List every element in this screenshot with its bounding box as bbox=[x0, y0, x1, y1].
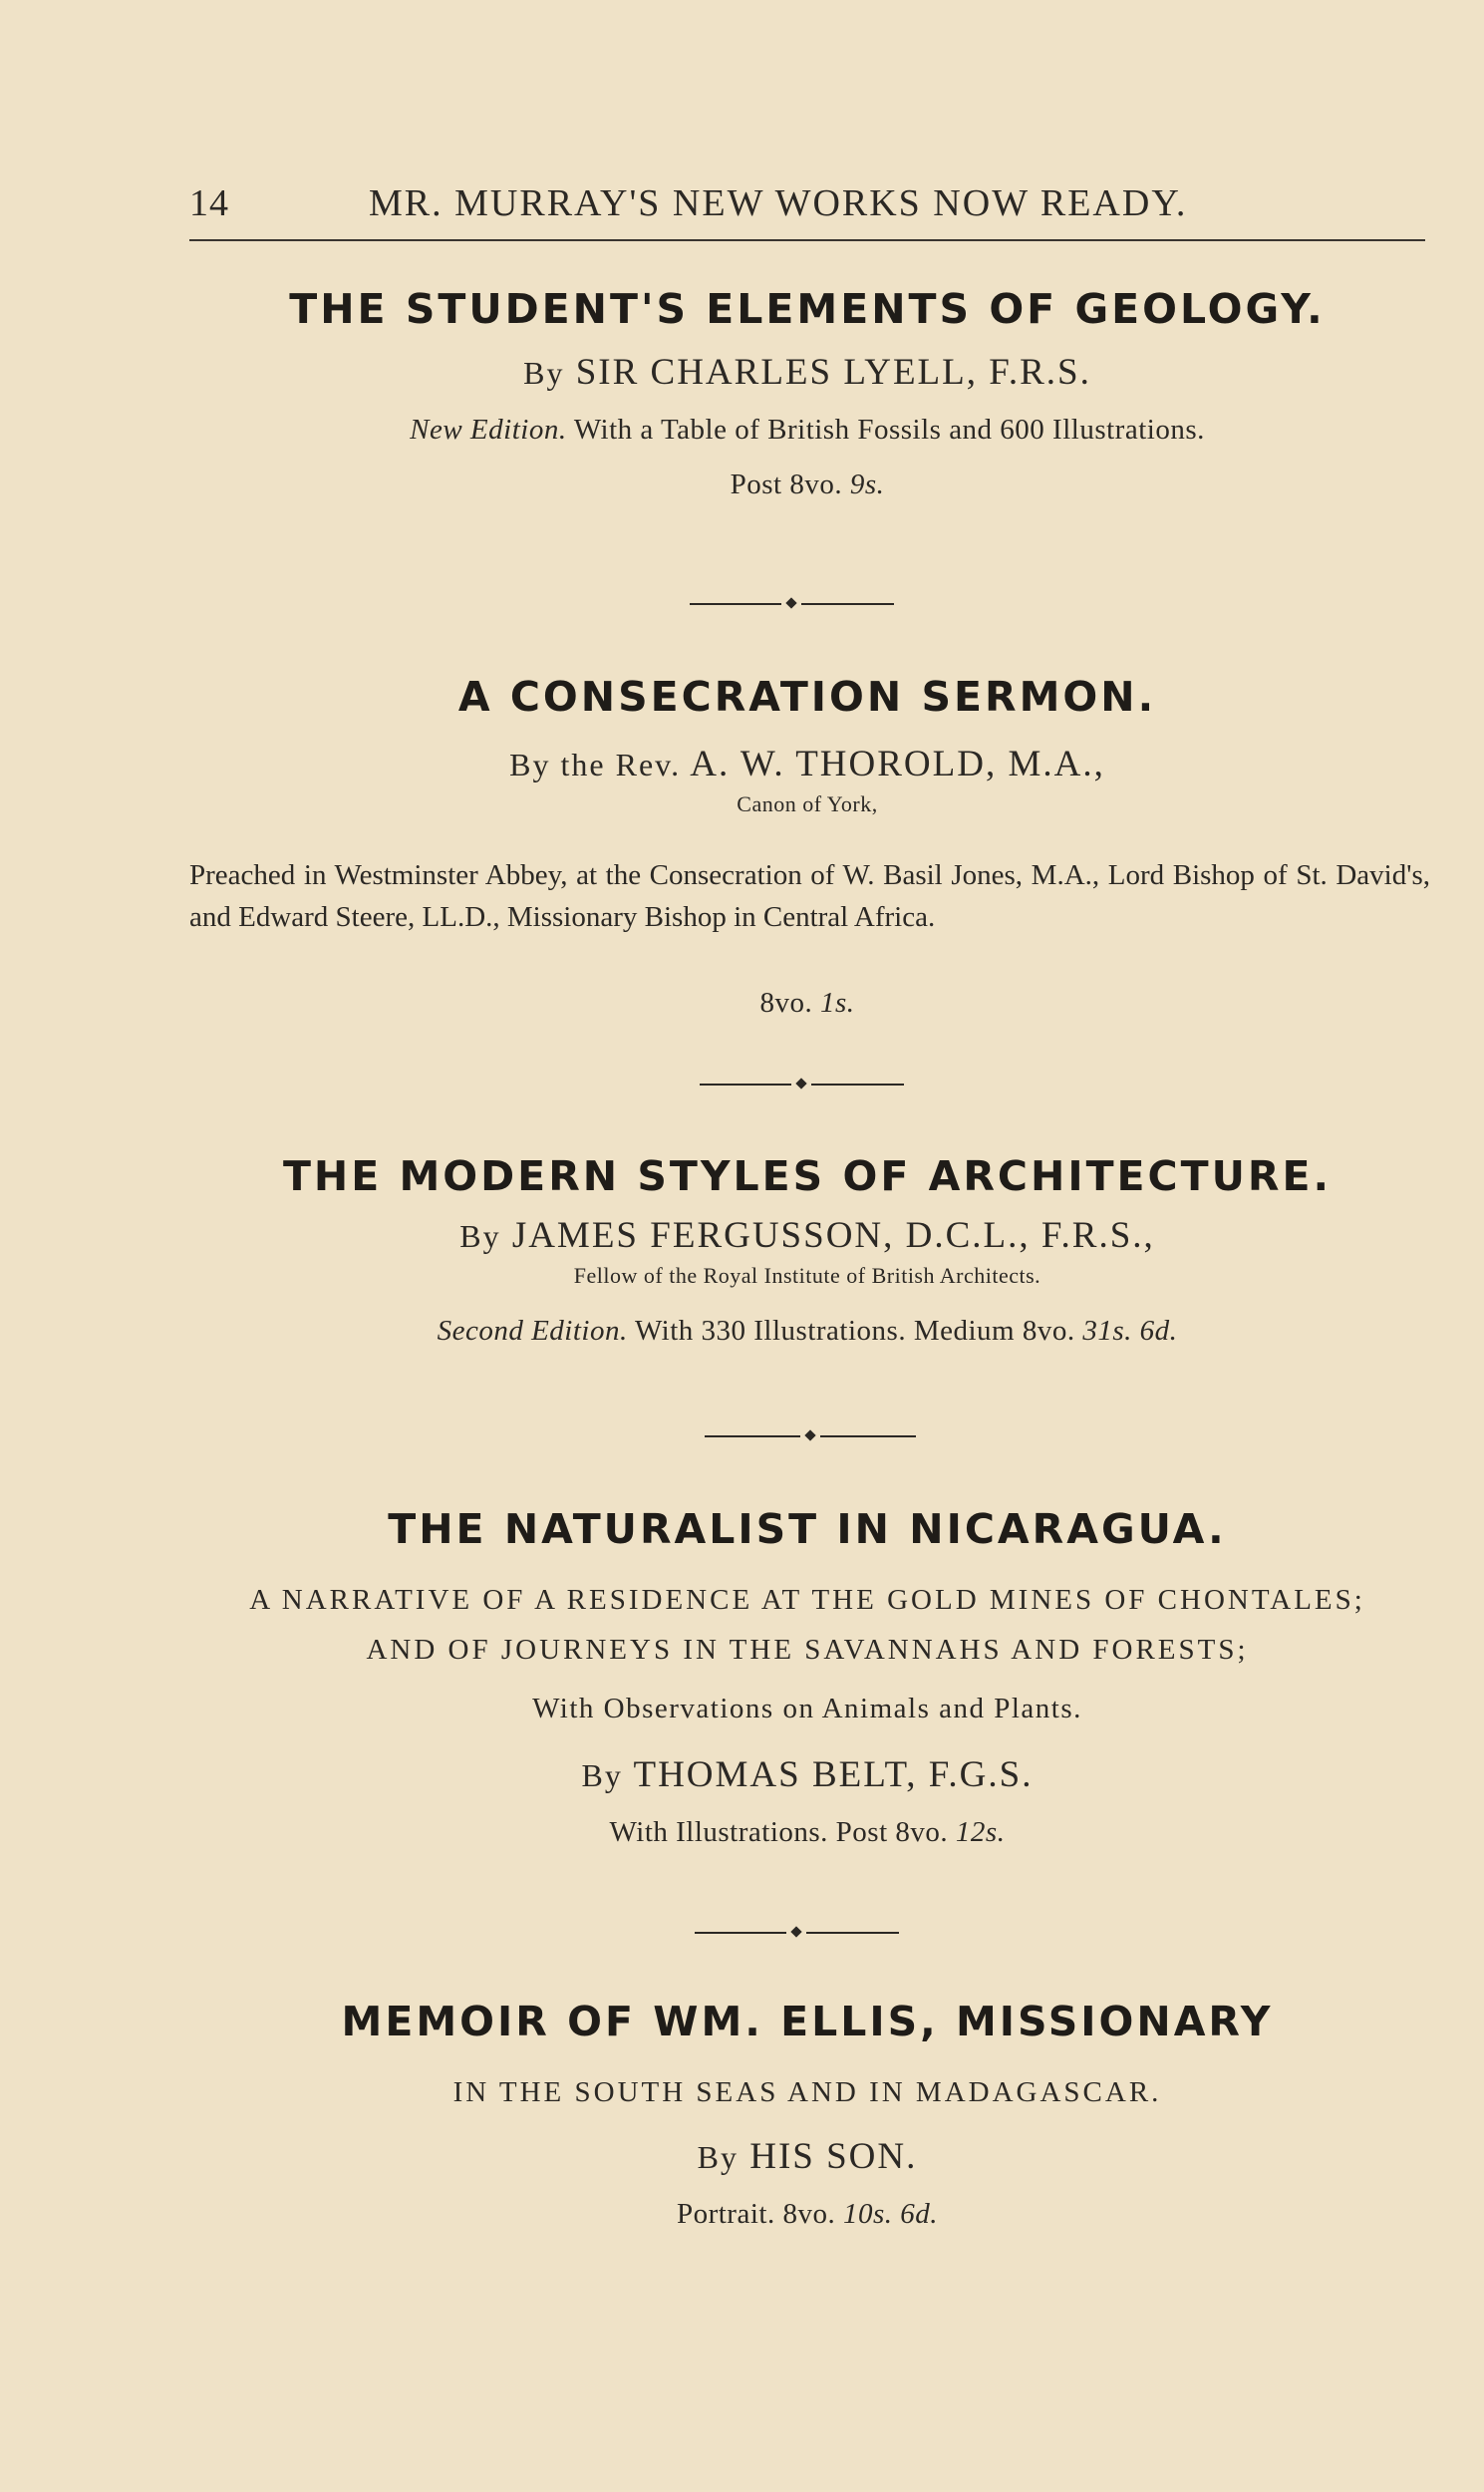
book-title: THE STUDENT'S ELEMENTS OF GEOLOGY. bbox=[289, 285, 1326, 333]
book-subtitle: IN THE SOUTH SEAS AND IN MADAGASCAR. bbox=[452, 2076, 1162, 2108]
ornament-divider bbox=[705, 1430, 916, 1442]
author-note: Fellow of the Royal Institute of British Architects. bbox=[573, 1263, 1041, 1288]
book-title: THE NATURALIST IN NICARAGUA. bbox=[388, 1505, 1227, 1553]
book-price: With Illustrations. Post 8vo. 12s. bbox=[609, 1816, 1006, 1848]
book-entry-geology bbox=[189, 285, 1425, 501]
book-entry-architecture bbox=[189, 1152, 1425, 1348]
book-author: By THOMAS BELT, F.G.S. bbox=[581, 1754, 1034, 1795]
book-entry-ellis bbox=[189, 1998, 1425, 2231]
ornament-divider bbox=[695, 1927, 899, 1939]
ornament-divider bbox=[690, 598, 894, 610]
book-title: THE MODERN STYLES OF ARCHITECTURE. bbox=[282, 1152, 1333, 1200]
ornament-divider bbox=[700, 1079, 904, 1090]
page-header bbox=[189, 181, 1425, 225]
book-price: Portrait. 8vo. 10s. 6d. bbox=[676, 2198, 939, 2230]
book-author: By SIR CHARLES LYELL, F.R.S. bbox=[523, 352, 1091, 393]
book-title: A CONSECRATION SERMON. bbox=[457, 673, 1157, 721]
book-author: By the Rev. A. W. THOROLD, M.A., bbox=[509, 744, 1105, 784]
book-subtitle: With Observations on Animals and Plants. bbox=[532, 1693, 1082, 1724]
page-number: 14 bbox=[189, 182, 229, 224]
book-entry-sermon bbox=[189, 673, 1425, 817]
header-rule bbox=[189, 239, 1425, 241]
book-price: 8vo. 1s. bbox=[759, 987, 855, 1019]
author-note: Canon of York, bbox=[737, 791, 878, 816]
book-details: New Edition. With a Table of British Fossils and 600 Illustrations. bbox=[410, 414, 1205, 446]
book-subtitle: A NARRATIVE OF A RESIDENCE AT THE GOLD MINES OF CHONTALES; bbox=[249, 1584, 1365, 1616]
running-title: MR. MURRAY'S NEW WORKS NOW READY. bbox=[369, 182, 1188, 224]
book-description: Preached in Westminster Abbey, at the Consecration of W. Basil Jones, M.A., Lord Bishop of St. David's, and Edward Steere, LL.D., Missionary Bishop in Central Africa. bbox=[189, 859, 1430, 933]
book-price: Post 8vo. 9s. bbox=[730, 468, 885, 500]
book-author: By HIS SON. bbox=[697, 2136, 918, 2177]
book-entry-nicaragua bbox=[189, 1505, 1425, 1849]
book-details: Second Edition. With 330 Illustrations. Medium 8vo. 31s. 6d. bbox=[437, 1315, 1178, 1347]
book-title: MEMOIR OF WM. ELLIS, MISSIONARY bbox=[341, 1998, 1274, 2045]
book-subtitle: AND OF JOURNEYS IN THE SAVANNAHS AND FORESTS; bbox=[366, 1634, 1249, 1666]
book-author: By JAMES FERGUSSON, D.C.L., F.R.S., bbox=[459, 1215, 1155, 1256]
